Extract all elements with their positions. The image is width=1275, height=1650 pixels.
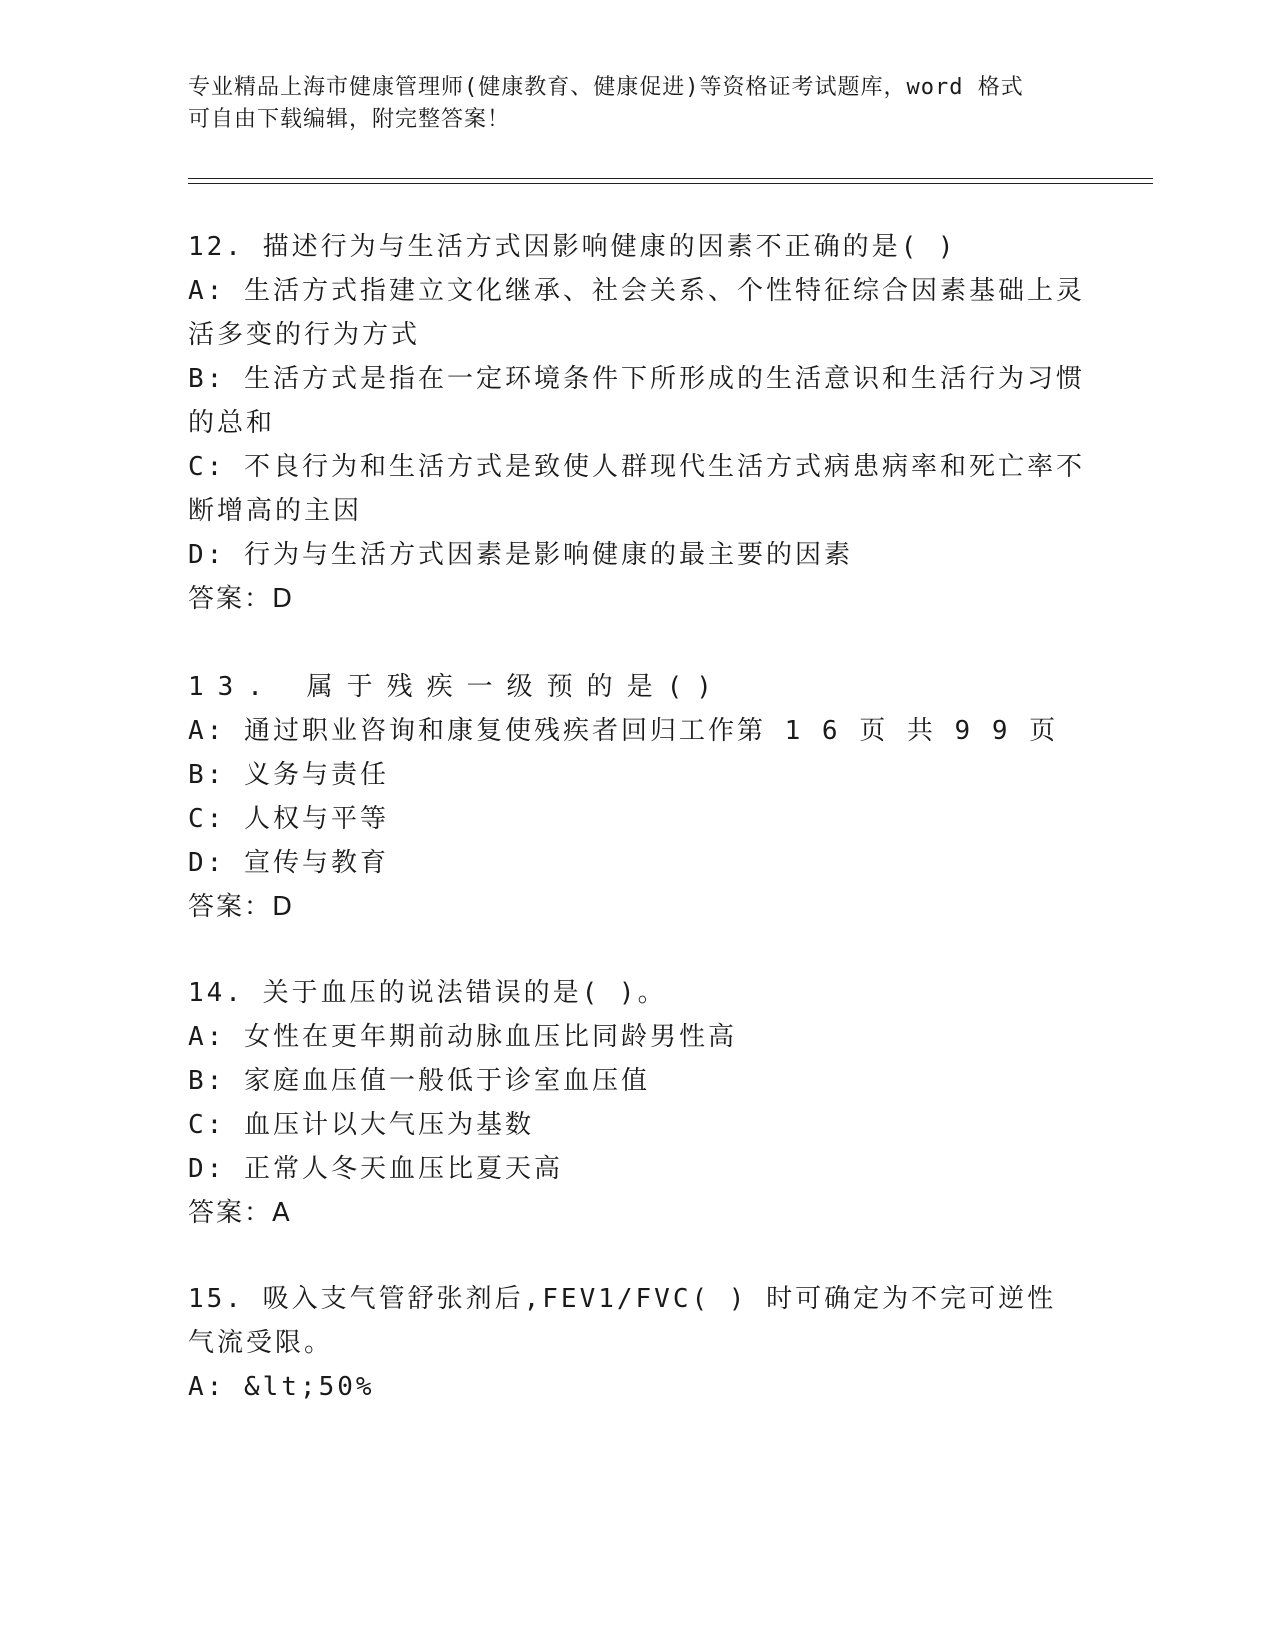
document-header [188,72,1068,136]
question-13-stem: 13. 属于残疾一级预的是() [188,672,726,702]
question-14-option-c: C: 血压计以大气压为基数 [188,1110,534,1140]
question-13-option-d: D: 宣传与教育 [188,848,389,878]
header-line-1: 专业精品上海市健康管理师(健康教育、健康促进)等资格证考试题库，word 格式 [188,75,1024,100]
question-12-option-a-cont: 活多变的行为方式 [188,320,421,350]
question-13-answer: 答案：D [188,892,295,922]
header-divider-bottom [188,183,1153,184]
question-15-stem: 15. 吸入支气管舒张剂后,FEV1/FVC( ) 时可确定为不完可逆性 [188,1284,1057,1314]
question-12-option-a: A: 生活方式指建立文化继承、社会关系、个性特征综合因素基础上灵 [188,276,1085,306]
question-12-option-b-cont: 的总和 [188,408,276,438]
question-14-option-b: B: 家庭血压值一般低于诊室血压值 [188,1066,650,1096]
question-12-option-c: C: 不良行为和生活方式是致使人群现代生活方式病患病率和死亡率不 [188,452,1085,482]
question-12-answer: 答案：D [188,584,295,614]
question-13-option-c: C: 人权与平等 [188,804,389,834]
question-12-option-d: D: 行为与生活方式因素是影响健康的最主要的因素 [188,540,853,570]
question-12-option-c-cont: 断增高的主因 [188,496,363,526]
question-12-stem: 12. 描述行为与生活方式因影响健康的因素不正确的是( ) [188,232,957,262]
question-14-option-d: D: 正常人冬天血压比夏天高 [188,1154,563,1184]
header-line-2: 可自由下载编辑，附完整答案！ [188,107,511,132]
question-12-option-b: B: 生活方式是指在一定环境条件下所形成的生活意识和生活行为习惯 [188,364,1085,394]
question-15-stem-cont: 气流受限。 [188,1328,334,1358]
question-14-stem: 14. 关于血压的说法错误的是( )。 [188,978,667,1008]
question-14-answer: 答案：A [188,1198,292,1228]
question-14-option-a: A: 女性在更年期前动脉血压比同龄男性高 [188,1022,737,1052]
question-13-option-b: B: 义务与责任 [188,760,389,790]
question-13-option-a: A: 通过职业咨询和康复使残疾者回归工作第 1 6 页 共 9 9 页 [188,716,1059,746]
question-15-option-a: A: &lt;50% [188,1372,375,1402]
header-divider-top [188,178,1153,179]
